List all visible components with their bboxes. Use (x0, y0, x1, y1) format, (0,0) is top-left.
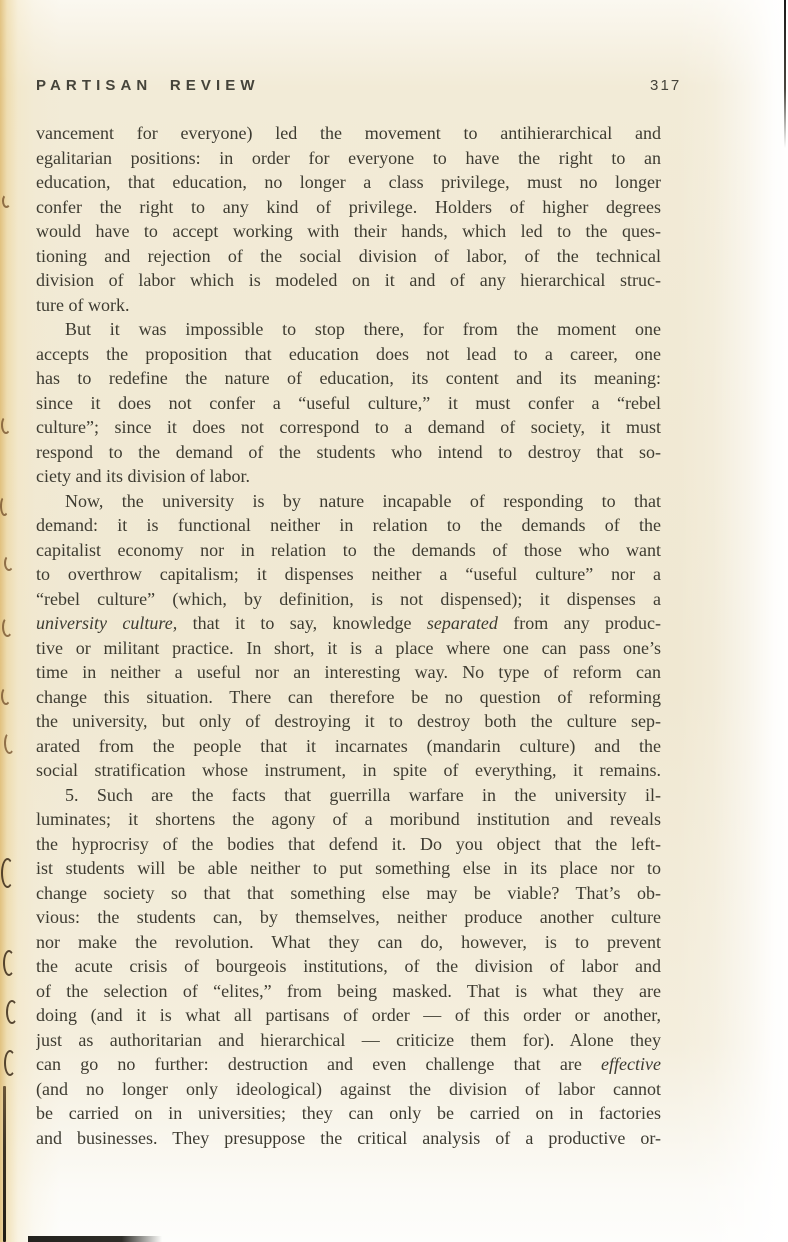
text-line: confer the right to any kind of privilege. Holders of higher degrees (36, 196, 661, 217)
page-edge-mark (4, 555, 14, 571)
text-line: time in neither a useful nor an interesting way. No type of reform can (36, 662, 661, 682)
text-line: But it was impossible to stop there, for from the moment one (65, 319, 661, 339)
text-line: demand: it is functional neither in relation to the demands of the (36, 515, 661, 535)
text-line: (and no longer only ideological) against the division of labor cannot (36, 1078, 661, 1099)
page-edge-mark (3, 950, 15, 976)
text-line: social stratification whose instrument, in spite of everything, it remains. (36, 760, 661, 780)
paragraph (36, 783, 661, 1151)
text-line: respond to the demand of the students who intend to destroy that so- (36, 441, 661, 462)
text-line: egalitarian positions: in order for everyone to have the right to an (36, 147, 661, 168)
text-line: ist students will be able neither to put something else in its place nor to (36, 858, 661, 878)
page-edge-mark (2, 617, 13, 637)
text-line: change society so that that something else may be viable? That’s ob- (36, 882, 661, 903)
text-line: the acute crisis of bourgeois institutions, of the division of labor and (36, 956, 661, 976)
text-line: change this situation. There can therefore be no question of reforming (36, 686, 661, 707)
page-edge-mark (2, 194, 11, 208)
text-line: arated from the people that it incarnates (mandarin culture) and the (36, 735, 661, 756)
text-line: be carried on in universities; they can only be carried on in factories (36, 1103, 661, 1123)
text-line: 5. Such are the facts that guerrilla warfare in the university il- (65, 784, 661, 805)
text-line: nor make the revolution. What they can do, however, is to prevent (36, 931, 661, 952)
text-line: capitalist economy nor in relation to the demands of those who want (36, 539, 661, 560)
text-block (36, 121, 661, 1150)
text-line: tive or militant practice. In short, it is a place where one can pass one’s (36, 637, 661, 658)
page-edge-mark (1, 858, 14, 888)
text-line: has to redefine the nature of education, its content and its meaning: (36, 368, 661, 388)
text-line: would have to accept working with their hands, which led to the ques- (36, 221, 661, 241)
text-line: accepts the proposition that education does not lead to a career, one (36, 343, 661, 364)
text-line: can go no further: destruction and even challenge that are effective (36, 1054, 661, 1074)
text-line: of the selection of “elites,” from being masked. That is what they are (36, 980, 661, 1001)
text-line: tioning and rejection of the social division of labor, of the technical (36, 245, 661, 266)
binding-crease-line (3, 1086, 6, 1242)
page-edge-mark (0, 496, 9, 516)
text-line: ciety and its division of labor. (36, 466, 250, 486)
text-line: luminates; it shortens the agony of a moribund institution and reveals (36, 809, 661, 829)
text-line: to overthrow capitalism; it dispenses neither a “useful culture” nor a (36, 564, 661, 584)
page-edge-shadow-top-right (784, 0, 786, 148)
text-line: vancement for everyone) led the movement to antihierarchical and (36, 123, 661, 143)
page-number: 317 (650, 77, 682, 94)
text-line: since it does not confer a “useful culture,” it must confer a “rebel (36, 392, 661, 413)
text-line: culture”; since it does not correspond to a demand of society, it must (36, 417, 661, 437)
text-line: division of labor which is modeled on it and of any hierarchical struc- (36, 270, 661, 290)
page-edge-mark (4, 1050, 16, 1076)
text-line: “rebel culture” (which, by definition, is not dispensed); it dispenses a (36, 588, 661, 609)
paragraph (36, 317, 661, 489)
page-edge-mark (1, 687, 11, 705)
text-line: university culture, that it to say, knowledge separated from any produc- (36, 613, 661, 633)
text-line: the hyprocrisy of the bodies that defend it. Do you object that the left- (36, 833, 661, 854)
journal-title: PARTISAN REVIEW (36, 77, 260, 94)
page-edge-mark (1, 416, 11, 434)
page-edge-mark (6, 1000, 18, 1024)
text-line: vious: the students can, by themselves, neither produce another culture (36, 907, 661, 927)
text-line: the university, but only of destroying it to destroy both the culture sep- (36, 711, 661, 731)
page-edge-mark (4, 732, 15, 754)
paragraph (36, 121, 661, 317)
scan-shadow-bottom (28, 1236, 162, 1242)
text-line: Now, the university is by nature incapable of responding to that (65, 490, 661, 511)
text-line: ture of work. (36, 294, 130, 315)
paragraph (36, 489, 661, 783)
text-line: and businesses. They presuppose the critical analysis of a productive or- (36, 1127, 661, 1148)
text-line: just as authoritarian and hierarchical — criticize them for). Alone they (36, 1029, 661, 1050)
text-line: doing (and it is what all partisans of order — of this order or another, (36, 1005, 661, 1025)
text-line: education, that education, no longer a class privilege, must no longer (36, 172, 661, 192)
